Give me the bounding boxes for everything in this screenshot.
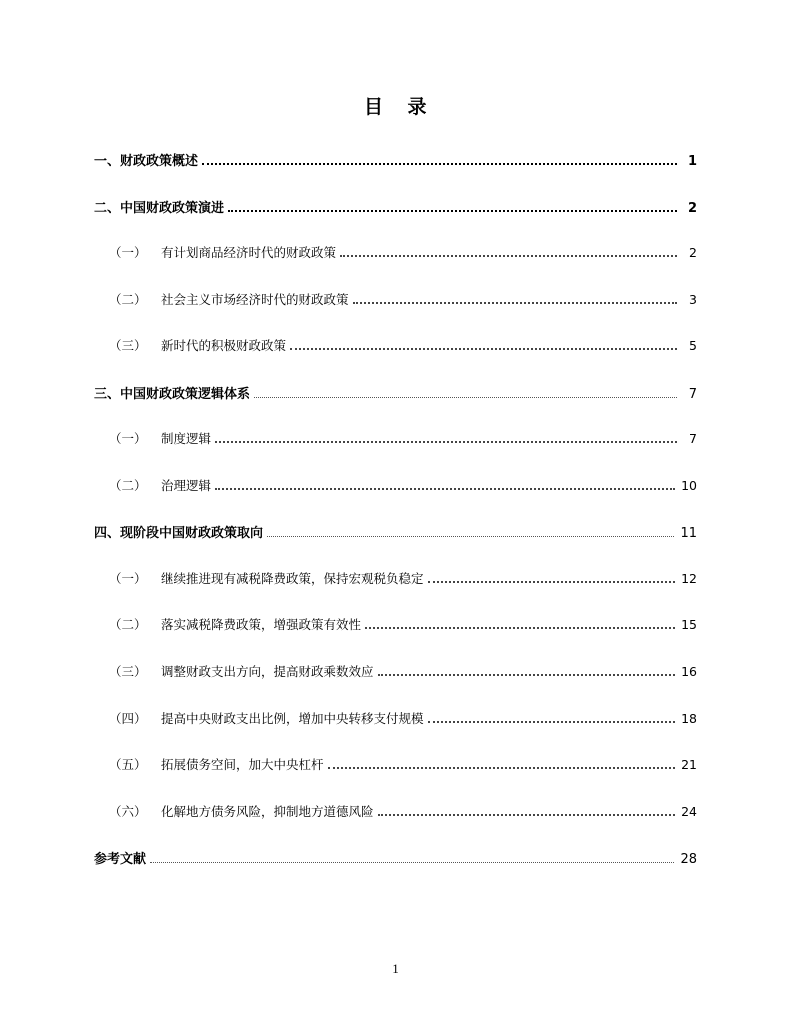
toc-title-char-1: 目 bbox=[363, 96, 384, 118]
toc-subentry-number: （一） bbox=[109, 571, 147, 586]
toc-leader bbox=[353, 302, 677, 304]
toc-leader bbox=[365, 627, 675, 629]
toc-leader bbox=[328, 767, 676, 769]
toc-page-number: 24 bbox=[681, 804, 697, 819]
toc-entry[interactable] bbox=[0, 848, 791, 868]
toc-subentry-number: （四） bbox=[109, 711, 147, 726]
toc-subentry-number: （二） bbox=[109, 617, 147, 632]
toc-leader bbox=[215, 441, 677, 443]
toc-page-number: 7 bbox=[689, 431, 697, 446]
toc-page-number: 18 bbox=[681, 711, 697, 726]
toc-entry-text: 三、中国财政政策逻辑体系 bbox=[94, 387, 251, 402]
toc-subentry[interactable] bbox=[0, 755, 791, 775]
toc-entry-text: 参考文献 bbox=[94, 852, 147, 867]
toc-subentry[interactable] bbox=[0, 476, 791, 496]
toc-leader bbox=[428, 581, 676, 583]
toc-entry-text: 继续推进现有减税降费政策，保持宏观税负稳定 bbox=[161, 571, 424, 586]
toc-entry-text: 提高中央财政支出比例，增加中央转移支付规模 bbox=[161, 711, 424, 726]
toc-subentry-number: （三） bbox=[109, 664, 147, 679]
toc-leader bbox=[202, 163, 677, 165]
toc-subentry[interactable] bbox=[0, 662, 791, 682]
toc-entry-text: 社会主义市场经济时代的财政政策 bbox=[161, 292, 349, 307]
toc-leader bbox=[378, 674, 676, 676]
toc-subentry[interactable] bbox=[0, 569, 791, 589]
toc-leader bbox=[150, 862, 674, 863]
toc-page-number: 2 bbox=[689, 245, 697, 260]
toc-leader bbox=[290, 348, 677, 350]
toc-subentry-number: （三） bbox=[109, 338, 147, 353]
toc-page-number: 12 bbox=[681, 571, 697, 586]
toc-entry-text: 一、财政政策概述 bbox=[94, 154, 199, 169]
toc-page-number: 1 bbox=[687, 154, 697, 169]
toc-subentry[interactable] bbox=[0, 802, 791, 822]
toc-leader bbox=[378, 814, 676, 816]
toc-subentry[interactable] bbox=[0, 290, 791, 310]
toc-entry-text: 有计划商品经济时代的财政政策 bbox=[161, 245, 337, 260]
toc-entry-text: 四、现阶段中国财政政策取向 bbox=[94, 526, 264, 541]
toc-leader bbox=[215, 488, 675, 490]
toc-page-number: 5 bbox=[689, 338, 697, 353]
toc-subentry-number: （一） bbox=[109, 431, 147, 446]
toc-subentry[interactable] bbox=[0, 429, 791, 449]
toc-leader bbox=[228, 210, 677, 212]
toc-title bbox=[0, 92, 791, 119]
toc-subentry-number: （二） bbox=[109, 292, 147, 307]
toc-subentry[interactable] bbox=[0, 709, 791, 729]
toc-page-number: 7 bbox=[688, 387, 697, 402]
toc-page-number: 21 bbox=[681, 757, 697, 772]
toc-entry-text: 调整财政支出方向，提高财政乘数效应 bbox=[161, 664, 374, 679]
toc-entry-text: 制度逻辑 bbox=[161, 431, 212, 446]
toc-entry[interactable] bbox=[0, 197, 791, 217]
toc-entry-text: 拓展债务空间，加大中央杠杆 bbox=[161, 757, 324, 772]
toc-leader bbox=[267, 536, 674, 537]
toc-subentry-number: （二） bbox=[109, 478, 147, 493]
toc-page-number: 3 bbox=[689, 292, 697, 307]
toc-entry-text: 化解地方债务风险，抑制地方道德风险 bbox=[161, 804, 374, 819]
toc-leader bbox=[428, 721, 676, 723]
toc-entry[interactable] bbox=[0, 150, 791, 170]
toc-page-number: 28 bbox=[680, 852, 697, 867]
toc-leader bbox=[254, 397, 677, 398]
toc-entry[interactable] bbox=[0, 522, 791, 542]
toc-entry-text: 落实减税降费政策，增强政策有效性 bbox=[161, 617, 362, 632]
toc-subentry-number: （五） bbox=[109, 757, 147, 772]
toc-subentry[interactable] bbox=[0, 336, 791, 356]
toc-subentry-number: （一） bbox=[109, 245, 147, 260]
toc-title-char-2: 录 bbox=[407, 96, 428, 118]
toc-entry-text: 治理逻辑 bbox=[161, 478, 212, 493]
toc-leader bbox=[340, 255, 677, 257]
toc-page-number: 2 bbox=[687, 201, 697, 216]
toc-entry-text: 二、中国财政政策演进 bbox=[94, 201, 225, 216]
toc-subentry[interactable] bbox=[0, 243, 791, 263]
toc-entry-text: 新时代的积极财政政策 bbox=[161, 338, 287, 353]
toc-subentry[interactable] bbox=[0, 615, 791, 635]
toc-page-number: 11 bbox=[680, 526, 697, 541]
toc-page-number: 16 bbox=[681, 664, 697, 679]
toc-page-number: 10 bbox=[681, 478, 697, 493]
toc-subentry-number: （六） bbox=[109, 804, 147, 819]
toc-entry[interactable] bbox=[0, 383, 791, 403]
toc-page-number: 15 bbox=[681, 617, 697, 632]
page-footer-number: 1 bbox=[392, 961, 399, 976]
